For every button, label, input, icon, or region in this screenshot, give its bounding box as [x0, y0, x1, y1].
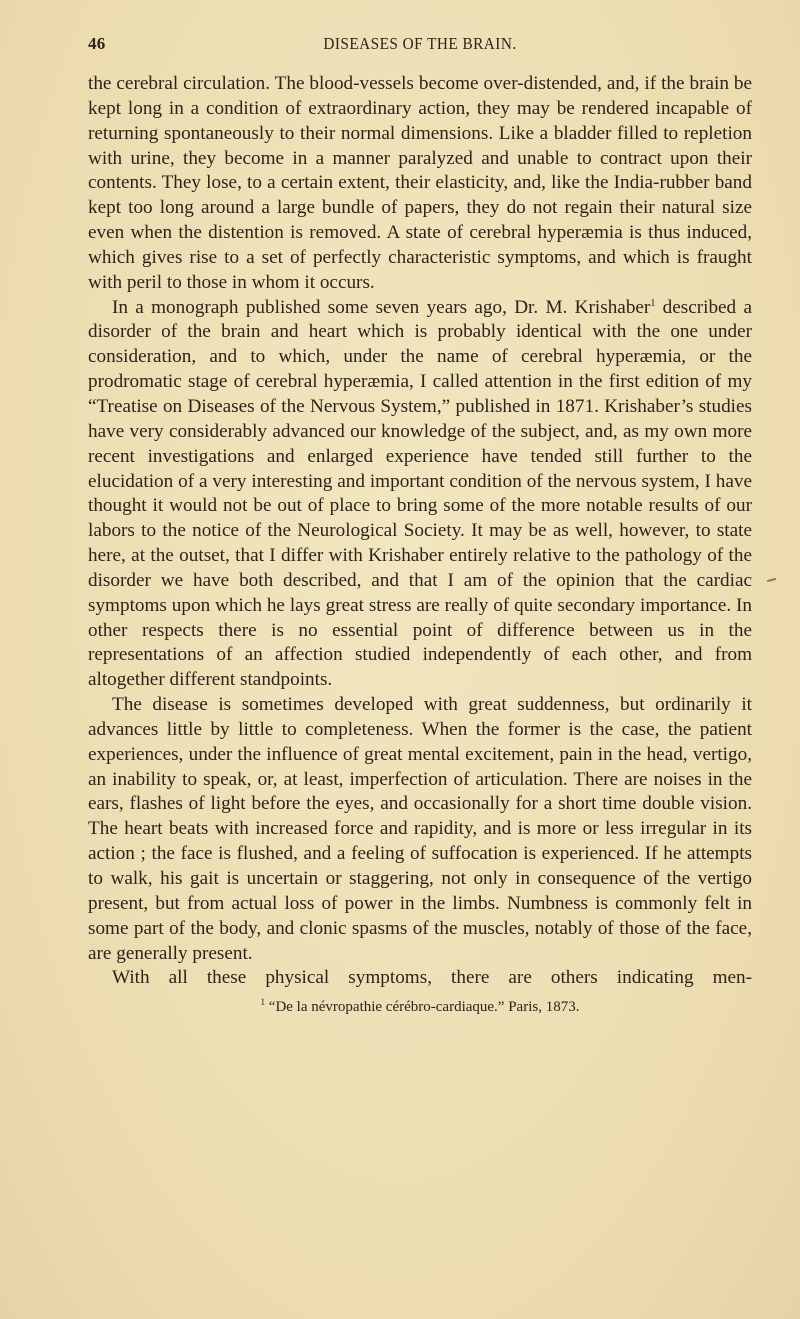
book-page	[88, 34, 752, 1017]
footnote	[88, 997, 752, 1017]
footnote-marker: 1	[260, 997, 266, 1008]
paragraph-disease-onset: The disease is sometimes developed with great suddenness, but ordinarily it advances little by little to completeness. When the former is the case, the patient experiences, under the influence of great mental excitement, pain in the head, vertigo, an inability to speak, or, at least, imperfection of articulation. There are noises in the ears, flashes of light before the eyes, and occasionally for a short time double vision. The heart beats with increased force and rapidity, and is more or less irregular in its action ; the face is flushed, and a feeling of suffocation is experienced. If he attempts to walk, his gait is uncertain or staggering, not only in consequence of the vertigo present, but from actual loss of power in the limbs. Numbness is commonly felt in some part of the body, and clonic spasms of the muscles, notably of those of the face, are generally present.	[88, 694, 752, 964]
footnote-reference: 1	[650, 297, 656, 309]
paragraph-text: In a monograph published some seven years ago, Dr. M. Krishaber	[112, 296, 651, 318]
footnote-text: “De la névropathie cérébro-cardiaque.” Paris, 1873.	[268, 999, 580, 1016]
running-title: DISEASES OF THE BRAIN.	[323, 34, 517, 53]
paragraph-mental-symptoms: With all these physical symptoms, there are others indicating men-	[112, 967, 752, 989]
body-text	[88, 72, 752, 991]
margin-mark	[767, 578, 776, 582]
paragraph-text: described a disorder of the brain and heart which is probably identical with the one under consideration, and to which, under the name of cerebral hyperæmia, or the prodromatic stage of cerebral hyperæmia, I called attention in the first edition of my “Treatise on Diseases of the Nervous System,” published in 1871. Krishaber’s studies have very considerably advanced our knowledge of the subject, and, as my own more recent investigations and enlarged experience have tended still further to the elucidation of a very interesting and important condition of the nervous system, I have thought it would not be out of place to bring some of the more notable results of our labors to the notice of the Neurological Society. It may be as well, however, to state here, at the outset, that I differ with Krishaber entirely relative to the pathology of the disorder we have both described, and that I am of the opinion that the cardiac symptoms upon which he lays great stress are really of quite secondary importance. In other respects there is no essential point of difference between us in the representations of an affection studied independently of each other, and from altogether different standpoints.	[88, 296, 752, 691]
paragraph-continued: the cerebral circulation. The blood-vessels become over-distended, and, if the brain be kept long in a condition of extraordinary action, they may be rendered incapable of returning spontaneously to their normal dimensions. Like a bladder filled to repletion with urine, they become in a manner paralyzed and unable to contract upon their contents. They lose, to a certain extent, their elasticity, and, like the India-rubber band kept too long around a large bundle of papers, they do not regain their natural size even when the distention is removed. A state of cerebral hyperæmia is thus induced, which gives rise to a set of perfectly characteristic symptoms, and which is fraught with peril to those in whom it occurs.	[88, 73, 752, 293]
page-number: 46	[88, 34, 106, 53]
paragraph-krishaber	[88, 296, 752, 694]
running-head	[88, 34, 752, 60]
